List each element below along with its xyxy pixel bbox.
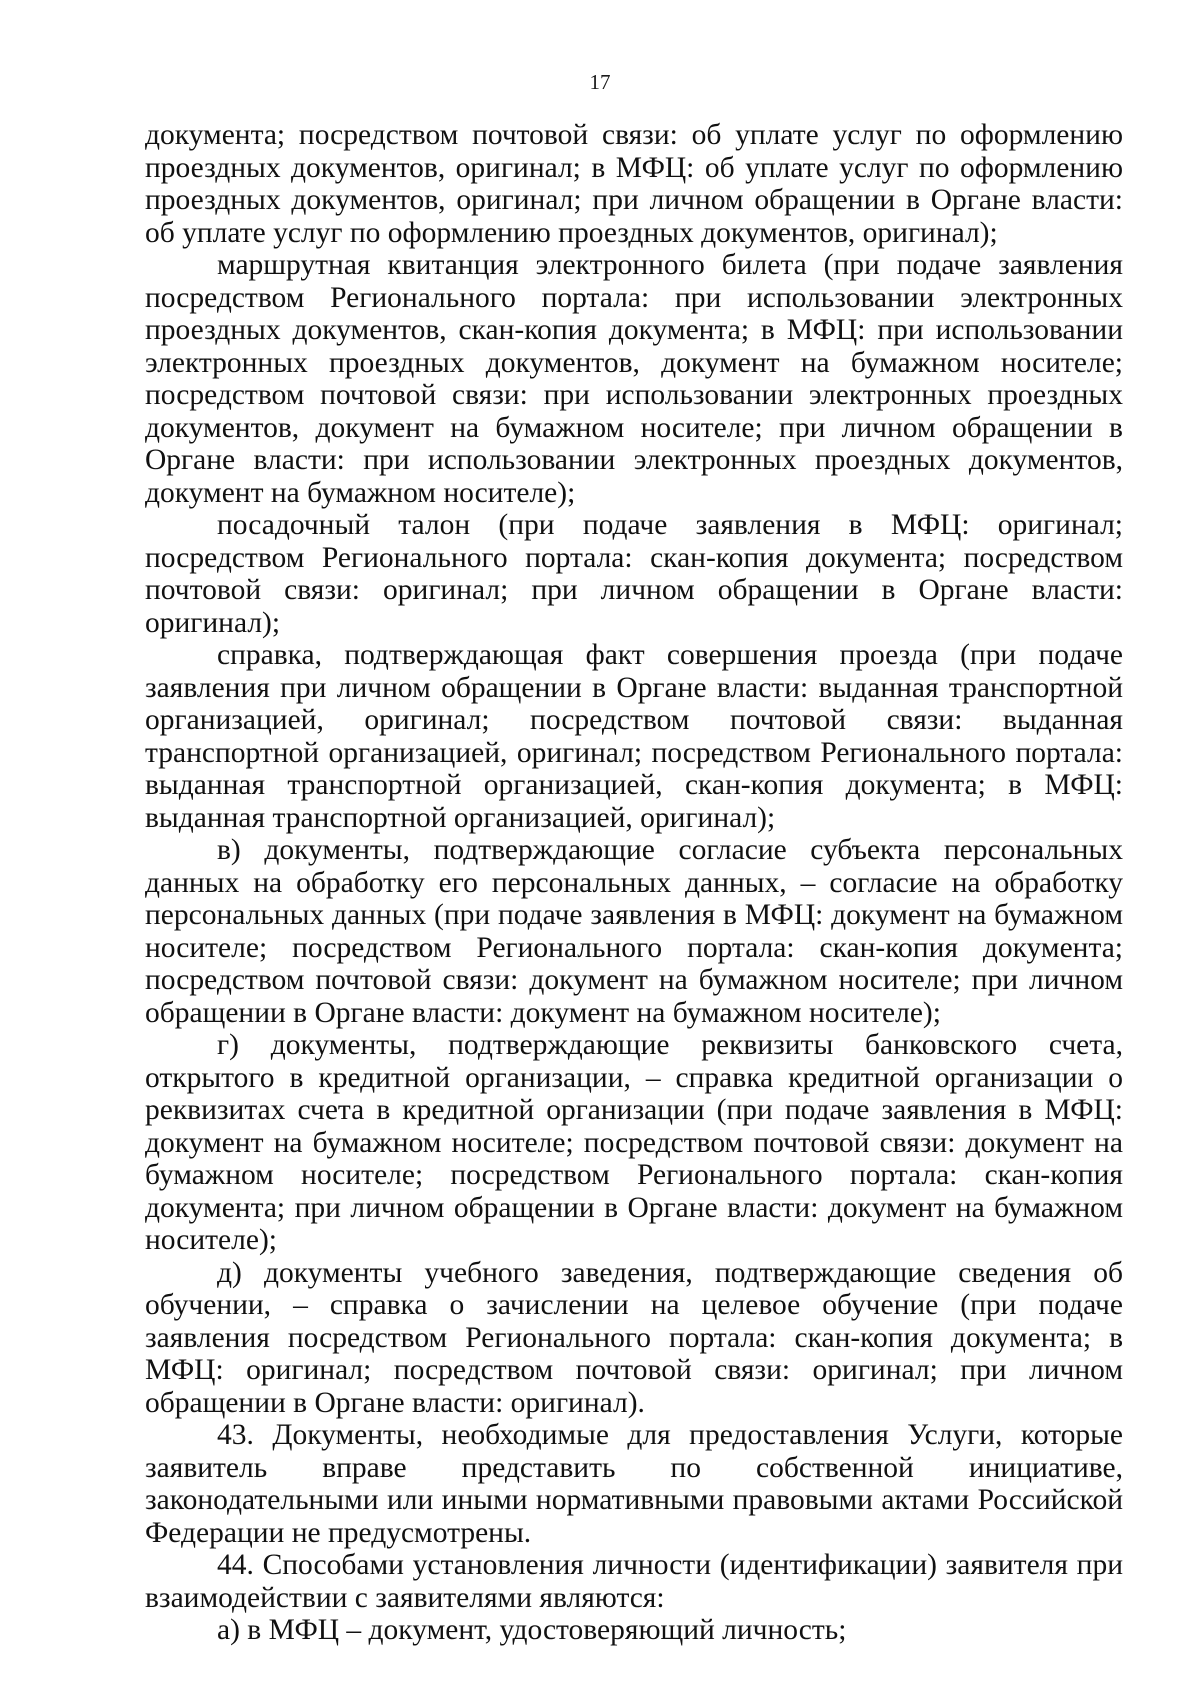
document-body (145, 119, 1123, 1647)
paragraph: в) документы, подтверждающие согласие субъекта персональных данных на обработку его персональных данных, – согласие на обработку персональных данных (при подаче заявления в МФЦ: документ на бумажном носителе; посредством Регионального портала: скан-копия документа; посредством почтовой связи: документ на бумажном носителе; при личном обращении в Органе власти: документ на бумажном носителе); (145, 834, 1123, 1029)
paragraph: документа; посредством почтовой связи: об уплате услуг по оформлению проездных документов, оригинал; в МФЦ: об уплате услуг по оформлению проездных документов, оригинал; при личном обращении в Органе власти: об уплате услуг по оформлению проездных документов, оригинал); (145, 119, 1123, 249)
paragraph: д) документы учебного заведения, подтверждающие сведения об обучении, – справка о зачислении на целевое обучение (при подаче заявления посредством Регионального портала: скан-копия документа; в МФЦ: оригинал; посредством почтовой связи: оригинал; при личном обращении в Органе власти: оригинал). (145, 1256, 1123, 1419)
paragraph: г) документы, подтверждающие реквизиты банковского счета, открытого в кредитной организации, – справка кредитной организации о реквизитах счета в кредитной организации (при подаче заявления в МФЦ: документ на бумажном носителе; посредством почтовой связи: документ на бумажном носителе; посредством Регионального портала: скан-копия документа; при личном обращении в Органе власти: документ на бумажном носителе); (145, 1029, 1123, 1256)
paragraph: справка, подтверждающая факт совершения проезда (при подаче заявления при личном обращении в Органе власти: выданная транспортной организацией, оригинал; посредством почтовой связи: выданная транспортной организацией, оригинал; посредством Регионального портала: выданная транспортной организацией, скан-копия документа; в МФЦ: выданная транспортной организацией, оригинал); (145, 639, 1123, 834)
paragraph: 44. Способами установления личности (идентификации) заявителя при взаимодействии с заявителями являются: (145, 1549, 1123, 1614)
paragraph: маршрутная квитанция электронного билета (при подаче заявления посредством Регионального портала: при использовании электронных проездных документов, скан-копия документа; в МФЦ: при использовании электронных проездных документов, документ на бумажном носителе; посредством почтовой связи: при использовании электронных проездных документов, документ на бумажном носителе; при личном обращении в Органе власти: при использовании электронных проездных документов, документ на бумажном носителе); (145, 249, 1123, 509)
paragraph: 43. Документы, необходимые для предоставления Услуги, которые заявитель вправе представить по собственной инициативе, законодательными или иными нормативными правовыми актами Российской Федерации не предусмотрены. (145, 1419, 1123, 1549)
page-number: 17 (589, 70, 611, 94)
paragraph: а) в МФЦ – документ, удостоверяющий личность; (217, 1614, 847, 1646)
paragraph: посадочный талон (при подаче заявления в МФЦ: оригинал; посредством Регионального портала: скан-копия документа; посредством почтовой связи: оригинал; при личном обращении в Органе власти: оригинал); (145, 509, 1123, 639)
